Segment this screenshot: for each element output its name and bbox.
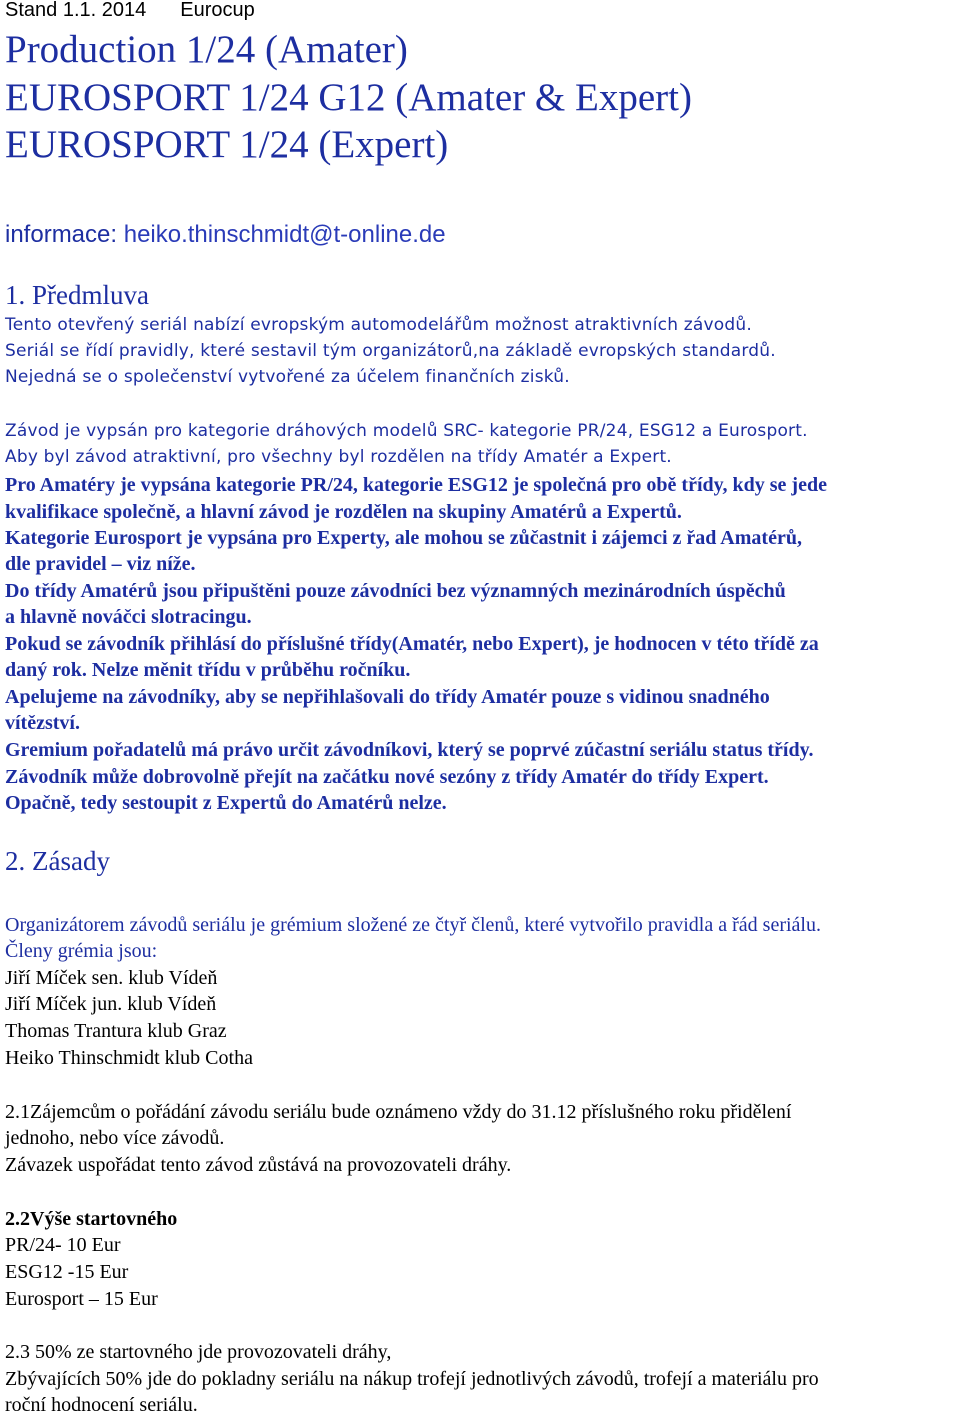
s23-line: Zbývajících 50% jde do pokladny seriálu na nákup trofejí jednotlivých závodů, trofejí a materiálu pro: [5, 1368, 819, 1390]
section2-heading: 2. Zásady: [5, 846, 110, 876]
title-eurosport-expert: EUROSPORT 1/24 (Expert): [5, 123, 449, 166]
body-line: Kategorie Eurosport je vypsána pro Experty, ale mohou se zůčastnit i zájemci z řad Amatérů,: [5, 527, 802, 549]
body-line: Závodník může dobrovolně přejít na začátku nové sezóny z třídy Amatér do třídy Expert.: [5, 766, 769, 788]
info-email-link[interactable]: heiko.thinschmidt@t-online.de: [123, 221, 446, 248]
section1-heading: 1. Předmluva: [5, 280, 149, 310]
intro-line: Tento otevřený seriál nabízí evropským automodelářům možnost atraktivních závodů.: [5, 315, 752, 335]
body-line: Pro Amatéry je vypsána kategorie PR/24, kategorie ESG12 je společná pro obě třídy, kdy se jede: [5, 474, 827, 496]
s23-line: roční hodnocení seriálu.: [5, 1394, 198, 1416]
body-line: Závod je vypsán pro kategorie dráhových modelů SRC- kategorie PR/24, ESG12 a Eurosport.: [5, 421, 808, 441]
body-line: Apelujeme na závodníky, aby se nepřihlašovali do třídy Amatér pouze s vidinou snadného: [5, 686, 770, 708]
title-production: Production 1/24 (Amater): [5, 28, 408, 71]
series-name: Eurocup: [180, 0, 255, 21]
org-line: Členy grémia jsou:: [5, 940, 158, 962]
body-line: Pokud se závodník přihlásí do příslušné třídy(Amatér, nebo Expert), je hodnocen v této třídě za: [5, 633, 819, 655]
title-eurosport-g12: EUROSPORT 1/24 G12 (Amater & Expert): [5, 76, 692, 119]
body-line: kvalifikace společně, a hlavní závod je rozdělen na skupiny Amatérů a Expertů.: [5, 501, 682, 523]
fee-item: Eurosport – 15 Eur: [5, 1288, 158, 1310]
intro-line: Seriál se řídí pravidly, které sestavil tým organizátorů,na základě evropských standardů.: [5, 341, 776, 361]
body-line: Opačně, tedy sestoupit z Expertů do Amatérů nelze.: [5, 792, 447, 814]
org-line: Organizátorem závodů seriálu je grémium složené ze čtyř členů, které vytvořilo pravidla a řád seriálu.: [5, 914, 821, 936]
body-line: a hlavně nováčci slotracingu.: [5, 606, 252, 628]
body-line: vítězství.: [5, 712, 80, 734]
member-item: Jiří Míček jun. klub Vídeň: [5, 993, 217, 1015]
body-line: dle pravidel – viz níže.: [5, 553, 196, 575]
document-header: [5, 0, 255, 20]
member-item: Heiko Thinschmidt klub Cotha: [5, 1047, 253, 1069]
info-line: [5, 223, 446, 247]
member-item: Jiří Míček sen. klub Vídeň: [5, 967, 218, 989]
fee-item: ESG12 -15 Eur: [5, 1261, 129, 1283]
s22-heading: 2.2Výše startovného: [5, 1208, 178, 1230]
s21-line: Závazek uspořádat tento závod zůstává na provozovateli dráhy.: [5, 1154, 512, 1176]
body-line: Gremium pořadatelů má právo určit závodníkovi, který se poprvé zúčastní seriálu status třídy.: [5, 739, 814, 761]
body-line: Aby byl závod atraktivní, pro všechny byl rozdělen na třídy Amatér a Expert.: [5, 447, 672, 467]
body-line: Do třídy Amatérů jsou připuštěni pouze závodníci bez významných mezinárodních úspěchů: [5, 580, 786, 602]
stand-date: Stand 1.1. 2014: [5, 0, 147, 21]
fee-item: PR/24- 10 Eur: [5, 1234, 121, 1256]
intro-line: Nejedná se o společenství vytvořené za účelem finančních zisků.: [5, 367, 570, 387]
s21-line: 2.1Zájemcům o pořádání závodu seriálu bude oznámeno vždy do 31.12 příslušného roku přidělení: [5, 1101, 792, 1123]
body-line: daný rok. Nelze měnit třídu v průběhu ročníku.: [5, 659, 411, 681]
s23-line: 2.3 50% ze startovného jde provozovateli dráhy,: [5, 1341, 392, 1363]
info-label: informace:: [5, 221, 124, 248]
member-item: Thomas Trantura klub Graz: [5, 1020, 227, 1042]
s21-line: jednoho, nebo více závodů.: [5, 1127, 225, 1149]
